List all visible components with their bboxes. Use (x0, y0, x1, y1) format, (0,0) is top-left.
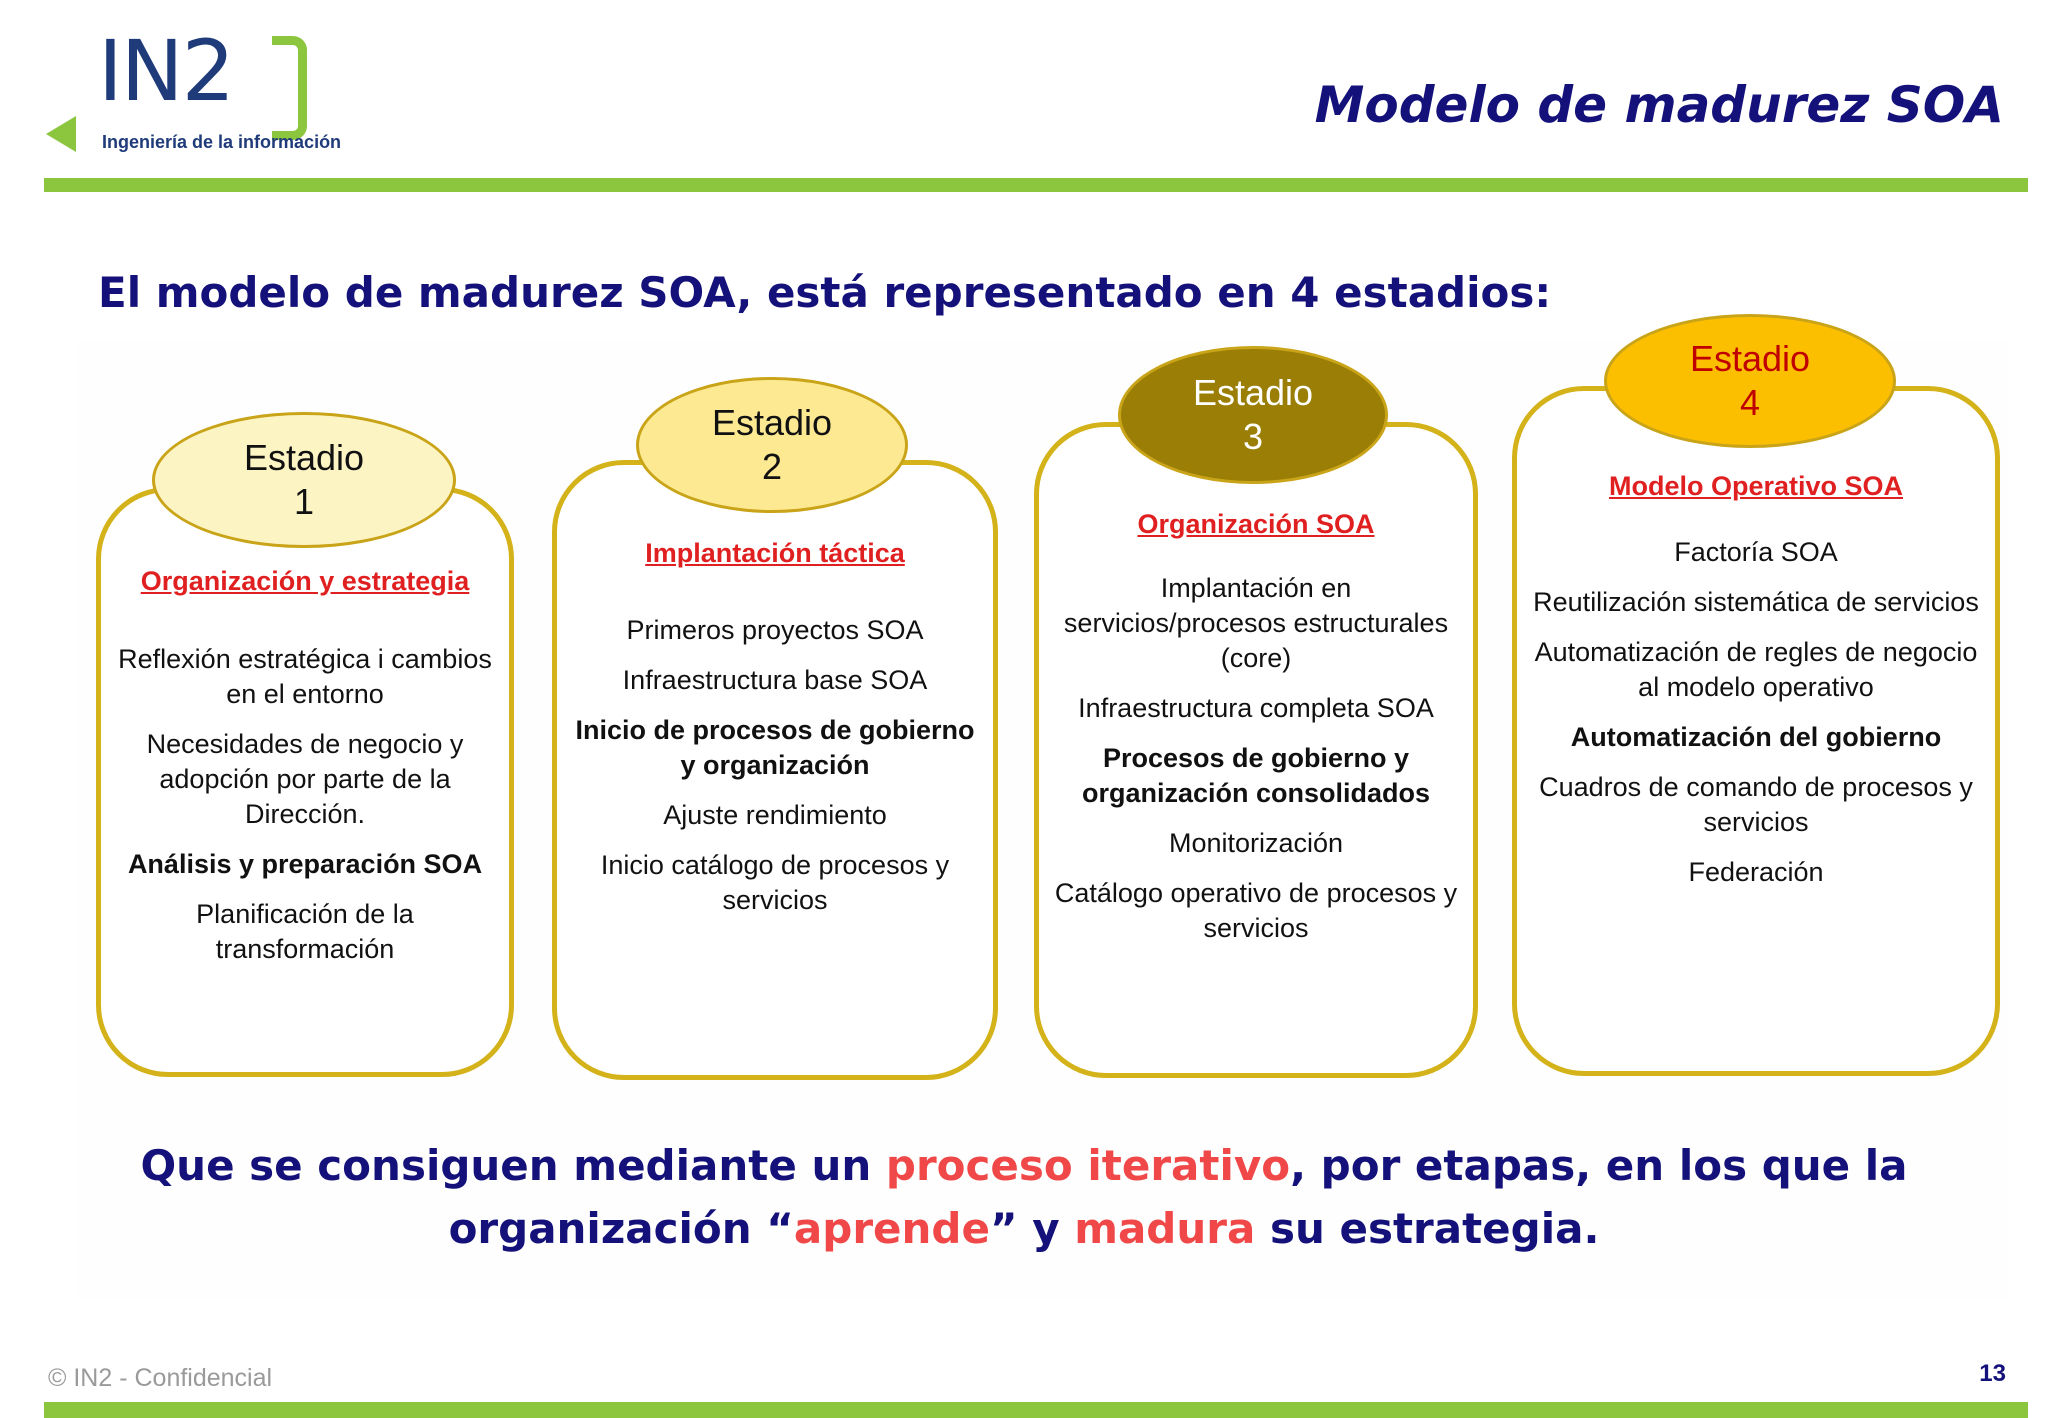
stage-item: Catálogo operativo de procesos y servicios (1054, 878, 1458, 943)
stage-item: Procesos de gobierno y organización consolidados (1081, 743, 1431, 808)
intro-heading: El modelo de madurez SOA, está representado en 4 estadios: (98, 268, 1552, 317)
stage-item: Federación (1688, 857, 1824, 887)
conclusion-part: Que se consiguen mediante un (140, 1141, 886, 1190)
stage-label-word: Estadio (1689, 338, 1811, 379)
top-divider (44, 178, 2028, 192)
footer-copyright: © IN2 - Confidencial (48, 1364, 273, 1392)
stage-item: Necesidades de negocio y adopción por parte de la Dirección. (146, 729, 464, 829)
conclusion-part: , por etapas, en los que la organización “ (448, 1141, 1908, 1253)
stage-item: Implantación en servicios/procesos estructurales (core) (1063, 573, 1449, 673)
stage-item: Infraestructura completa SOA (1078, 693, 1434, 723)
stage-item: Inicio de procesos de gobierno y organización (575, 715, 975, 780)
stage-item: Inicio catálogo de procesos y servicios (600, 850, 950, 915)
stage-items (1053, 571, 1459, 961)
logo-brand: IN2 (98, 22, 234, 120)
stage-item: Planificación de la transformación (196, 899, 414, 964)
stage-heading: Organización y estrategia (140, 566, 470, 596)
stage-card-1 (96, 487, 514, 1077)
stage-card-3 (1034, 422, 1478, 1078)
stage-card-2 (552, 460, 998, 1080)
stage-item: Cuadros de comando de procesos y servicios (1539, 772, 1973, 837)
logo-arrow-icon (46, 116, 76, 152)
conclusion-highlight: aprende (793, 1204, 990, 1253)
conclusion-highlight: proceso iterativo (885, 1141, 1291, 1190)
stage-heading: Modelo Operativo SOA (1608, 471, 1904, 501)
stage-item: Monitorización (1168, 828, 1344, 858)
stage-item: Automatización del gobierno (1570, 722, 1942, 752)
bottom-divider (44, 1402, 2028, 1418)
stage-heading: Implantación táctica (645, 538, 905, 568)
stage-item: Reflexión estratégica i cambios en el entorno (118, 644, 492, 709)
conclusion-part: su estrategia. (1255, 1204, 1600, 1253)
stage-label-word: Estadio (243, 437, 365, 478)
stage-items (115, 642, 495, 982)
stage-item: Infraestructura base SOA (622, 665, 928, 695)
stage-label-word: Estadio (711, 402, 833, 443)
stage-items (1531, 535, 1981, 905)
stage-card-4 (1512, 386, 2000, 1076)
stage-label-3 (1118, 346, 1388, 484)
stage-label-word: Estadio (1192, 372, 1314, 413)
stage-items (571, 613, 979, 933)
stage-item: Automatización de regles de negocio al modelo operativo (1534, 637, 1978, 702)
stage-label-number: 4 (1739, 382, 1761, 423)
stage-label-number: 1 (293, 481, 315, 522)
conclusion-highlight: madura (1074, 1204, 1256, 1253)
stage-label-4 (1604, 314, 1896, 448)
stage-item: Factoría SOA (1674, 537, 1838, 567)
stage-label-number: 3 (1242, 416, 1264, 457)
stage-label-2 (636, 377, 908, 513)
in2-logo (40, 22, 342, 158)
stage-label-number: 2 (761, 446, 783, 487)
stage-heading: Organización SOA (1137, 509, 1375, 539)
slide-title: Modelo de madurez SOA (1314, 76, 2004, 134)
logo-bracket-icon (272, 36, 307, 140)
stage-item: Reutilización sistemática de servicios (1533, 587, 1979, 617)
stage-label-1 (152, 412, 456, 548)
page-number: 13 (1979, 1360, 2006, 1387)
conclusion-text (0, 1134, 2048, 1260)
conclusion-part: ” y (989, 1204, 1075, 1253)
stage-item: Primeros proyectos SOA (626, 615, 924, 645)
stage-item: Ajuste rendimiento (663, 800, 887, 830)
stage-item: Análisis y preparación SOA (127, 849, 483, 879)
logo-tagline: Ingeniería de la información (102, 132, 342, 152)
